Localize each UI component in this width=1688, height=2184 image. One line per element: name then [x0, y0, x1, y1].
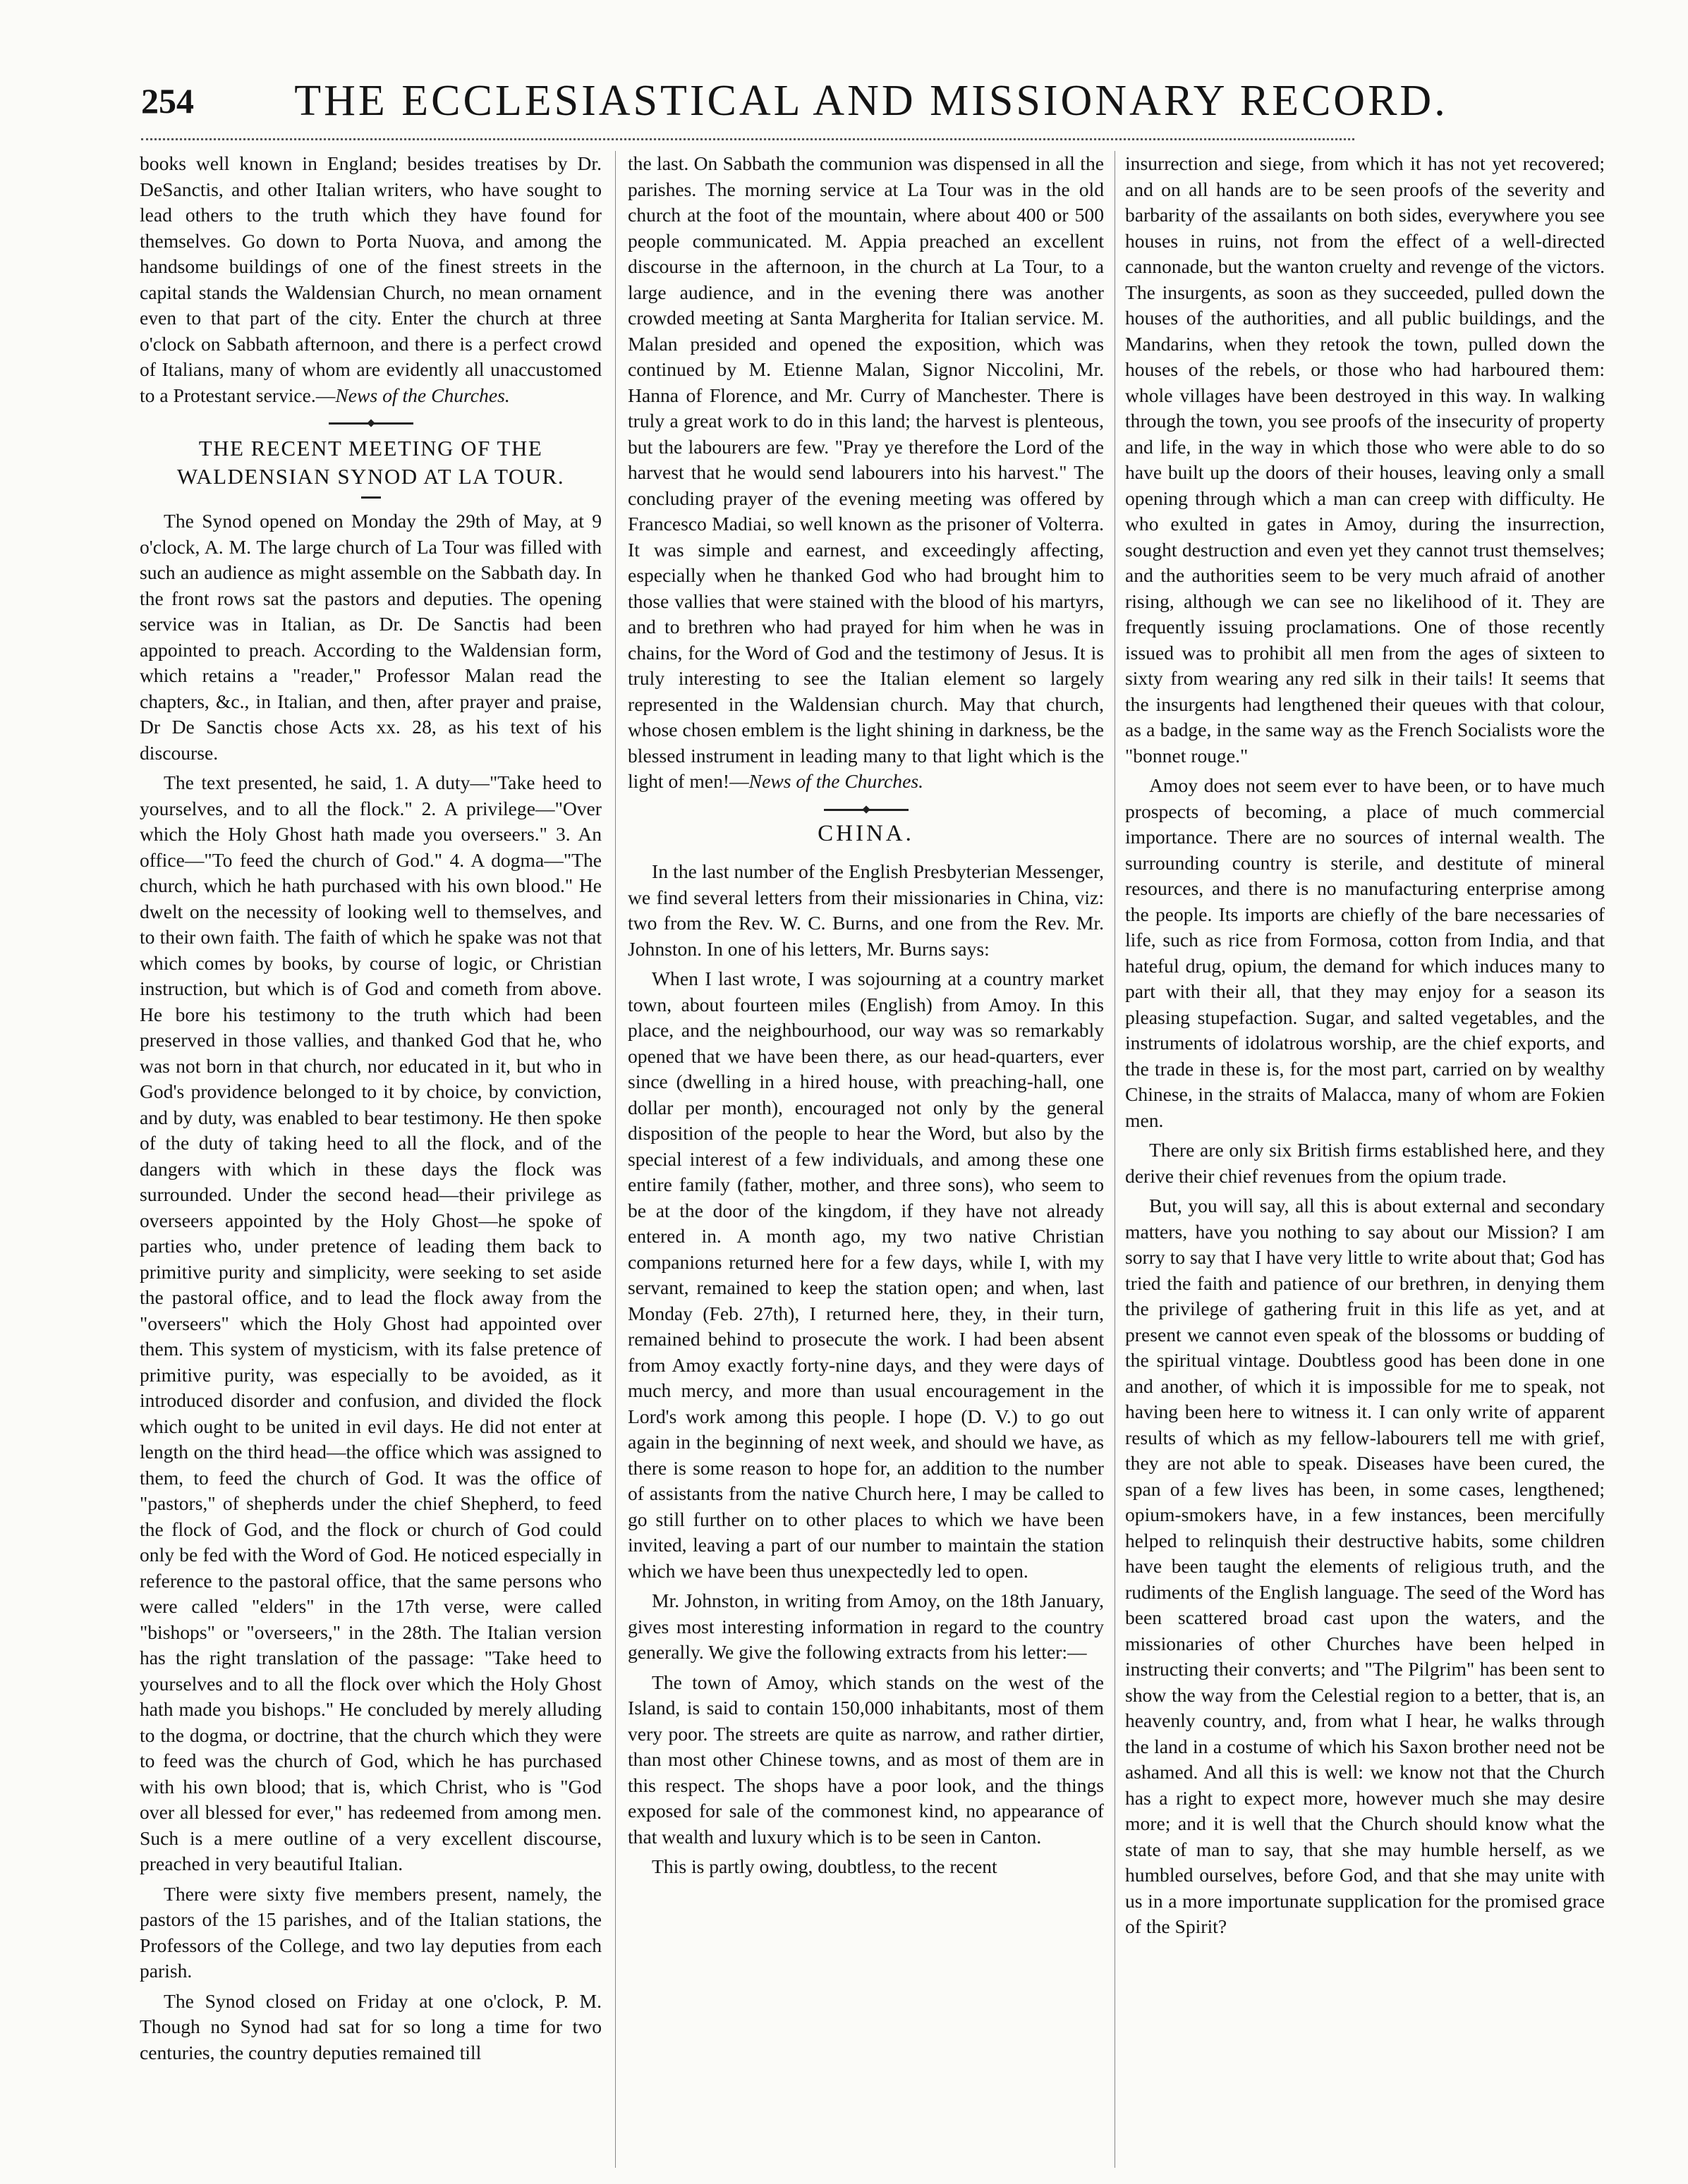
page-number: 254 [141, 81, 194, 121]
paragraph: insurrection and siege, from which it has not yet recovered; and on all hands are to be seen proofs of the severity and barbarity of the assailants on both sides, everywhere you see houses in ruins, not from the effect of a well-directed cannonade, but the wanton cruelty and revenge of the victors. The insurgents, as soon as they succeeded, pulled down the houses of the authorities, and all public buildings, and the Mandarins, when they retook the town, pulled down the houses of the rebels, or those who had harboured them: whole villages have been destroyed in this way. In walking through the town, you see proofs of the insecurity of property and life, in the way in which those who were able to do so have built up the doors of their houses, leaving only a small opening through which a man can creep with difficulty. He who exulted in gates in Amoy, during the insurrection, sought destruction and even yet they cannot trust themselves; and the authorities seem to be very much afraid of another rising, although we can see no likelihood of it. They are frequently issuing proclamations. One of those recently issued was to prohibit all men from the ages of sixteen to sixty from wearing any red silk in their tails! It seems that the insurgents had lengthened their queues with that colour, as a badge, in the same way as the French Socialists wore the "bonnet rouge." [1125, 152, 1605, 767]
paragraph: The text presented, he said, 1. A duty—"Take heed to yourselves, and to all the flock." 2. A privilege—"Over which the Holy Ghost hath made you overseers." 3. An office—"To feed the church of God." 4. A dogma—"The church, which he hath purchased with his own blood." He dwelt on the necessity of looking well to themselves, and to their own faith. The faith of which he spake was not that which comes by books, by course of logic, or Christian instruction, but which is of God and cometh from above. He bore his testimony to the truth which had been preserved in those vallies, and thanked God that he, who was not born in that church, nor educated in it, but who in God's providence belonged to it by choice, by conviction, and by duty, was enabled to bear testimony. He then spoke of the duty of taking heed to all the flock, and of the dangers with which in these days the flock was surrounded. Under the second head—their privilege as overseers appointed by the Holy Ghost—he spoke of parties who, under pretence of leading them back to primitive purity and simplicity, were seeking to set aside the pastoral office, and to lead the flock away from the "overseers" which the Holy Ghost had appointed over them. This system of mysticism, with its false pretence of primitive purity, was especially to be avoided, as it introduced disorder and confusion, and divided the flock which ought to be united in evil days. He did not enter at length on the third head—the office which was assigned to them, to feed the church of God. It was the office of "pastors," of shepherds under the chief Shepherd, to feed the flock of God, and the flock or church of God could only be fed with the Word of God. He noticed especially in reference to the pastoral office, that the same persons who were called "elders" in the 17th verse, were called "bishops" or "overseers," in the 28th. The Italian version has the right translation of the passage: "Take heed to yourselves and to all the flock over which the Holy Ghost hath made you bishops." He concluded by merely alluding to the dogma, or doctrine, that the church which they were to feed was the church of God, which he has purchased with his own blood; that is, which Christ, who is "God over all blessed for ever," has redeemed from among men. Such is a mere outline of a very excellent discourse, preached in very beautiful Italian. [140, 771, 602, 1874]
column-divider [615, 151, 616, 2168]
paragraph [628, 151, 1104, 795]
column-1 [140, 151, 602, 2070]
header-rule [141, 138, 1354, 140]
paragraph: This is partly owing, doubtless, to the recent [652, 1855, 997, 1877]
paragraph: In the last number of the English Presbyterian Messenger, we find several letters from their missionaries in China, viz: two from the Rev. W. C. Burns, and one from the Rev. Mr. Johnston. In one of his letters, Mr. Burns says: [628, 860, 1104, 960]
paragraph: When I last wrote, I was sojourning at a country market town, about fourteen miles (English) from Amoy. In this place, and the neighbourhood, our way was so remarkably opened that we have been there, as our head-quarters, ever since (dwelling in a hired house, with preaching-hall, one dollar per month), encouraged not only by the general disposition of the people to hear the Word, but also by the special interest of a few individuals, and among these one entire family (father, mother, and three sons), who seem to be at the door of the kingdom, if they have not already entered in. A month ago, my two native Christian companions returned here for a few days, while I, with my servant, remained to keep the station open; and when, last Monday (Feb. 27th), I returned here, they, in their turn, remained behind to prosecute the work. I had been absent from Amoy exactly forty-nine days, and they were days of much mercy, and more than usual encouragement in the Lord's work among this people. I hope (D. V.) to go out again in the beginning of next week, and should we have, as there is some reason to hope for, an addition to the number of assistants from the native Church here, I may be called to go still further on to other places to which we have been invited, leaving a part of our number to maintain the station which we have been thus unexpectedly led to open. [628, 968, 1104, 1582]
paragraph: Amoy does not seem ever to have been, or to have much prospects of becoming, a place of much commercial importance. There are no sources of internal wealth. The surrounding country is sterile, and destitute of mineral resources, and there is no manufacturing enterprise among the people. Its imports are chiefly of the bare necessaries of life, such as rice from Formosa, cotton from India, and that hateful drug, opium, the demand for which induces many to part with their all, that they may enjoy for a season its pleasing stupefaction. Sugar, and salted vegetables, and the instruments of idolatrous worship, are the chief exports, and the trade in these is, for the most part, carried on by wealthy Chinese, in the straits of Malacca, many of whom are Fokien men. [1125, 774, 1605, 1131]
journal-title: THE ECCLESIASTICAL AND MISSIONARY RECORD. [294, 77, 1448, 125]
paragraph: The town of Amoy, which stands on the west of the Island, is said to contain 150,000 inhabitants, most of them very poor. The streets are quite as narrow, and rather dirtier, than most other Chinese towns, and as most of them are in this respect. The shops have a poor look, and the things exposed for sale of the commonest kind, no appearance of that wealth and luxury which is to be seen in Canton. [628, 1671, 1104, 1848]
source-citation: News of the Churches. [748, 770, 923, 792]
running-head [141, 76, 1601, 133]
paragraph-text: the last. On Sabbath the communion was dispensed in all the parishes. The morning service at La Tour was in the old church at the foot of the mountain, where about 400 or 500 people communicated. M. Appia preached an excellent discourse in the afternoon, in the church at La Tour, to a large audience, and in the evening there was another crowded meeting at Santa Margherita for Italian service. M. Malan presided and opened the exposition, which was continued by M. Etienne Malan, Signor Niccolini, Mr. Hanna of Florence, and Mr. Curry of Manchester. There is truly a great work to do in this land; the harvest is plenteous, but the labourers are few. "Pray ye therefore the Lord of the harvest that he would send labourers into his harvest." The concluding prayer of the evening meeting was offered by Francesco Madiai, so well known as the prisoner of Volterra. It was simple and earnest, and exceedingly affecting, especially when he thanked God who had brought him to those vallies that were stained with the blood of his martyrs, and to brethren who had prayed for him when he was in chains, for the Word of God and the testimony of Jesus. It is truly interesting to see the Italian element so largely represented in the Waldensian church. May that church, whose chosen emblem is the light shining in darkness, be the blessed instrument in leading many to that light which is the light of men!— [628, 152, 1104, 792]
source-citation: News of the Churches. [335, 384, 510, 406]
paragraph [140, 151, 602, 408]
paragraph: There were sixty five members present, namely, the pastors of the 15 parishes, and of the Italian stations, the Professors of the College, and two lay deputies from each parish. [140, 1882, 602, 1982]
section-ornament [329, 422, 413, 425]
title-dash [361, 496, 381, 499]
section-title: THE RECENT MEETING OF THE WALDENSIAN SYNOD AT LA TOUR. [176, 436, 565, 489]
paragraph: But, you will say, all this is about external and secondary matters, have you nothing to say about our Mission? I am sorry to say that I have very little to write about that; God has tried the faith and patience of our brethren, in denying them the privilege of gathering fruit in this life as yet, and at present we cannot even speak of the blossoms or budding of the spiritual vintage. Doubtless good has been done in one and another, of which it is impossible for me to speak, not having been here to witness it. I can only write of apparent results of which as my fellow-labourers tell me with grief, they are not able to speak. Diseases have been cured, the span of a few lives has been, in some cases, lengthened; opium-smokers have, in a few instances, been mercifully helped to relinquish their destructive habits, some children have been taught the elements of religious truth, and the rudiments of the English language. The seed of the Word has been scattered broad cast upon the waters, and the missionaries of other Churches have been helped in instructing their converts; and "The Pilgrim" has been sent to show the way from the Celestial region to a better, that is, an heavenly country, and, from what I hear, he walks through the land in a costume of which his Saxon brother need not be ashamed. And all this is well: we know not that the Church has a right to expect more, however much she may desire more; and it is well that the Church should know what the state of man to say, that she may humble herself, as we humbled ourselves, before God, and that she may unite with us in a more importunate supplication for the promised grace of the Spirit? [1125, 1195, 1605, 1937]
paragraph: The Synod opened on Monday the 29th of May, at 9 o'clock, A. M. The large church of La Tour was filled with such an audience as might assemble on the Sabbath day. In the front rows sat the pastors and deputies. The opening service was in Italian, as Dr. De Sanctis had been appointed to preach. According to the Waldensian form, which retains a "reader," Professor Malan read the chapters, &c., in Italian, and then, after prayer and praise, Dr De Sanctis chose Acts xx. 28, as his text of his discourse. [140, 510, 602, 764]
paragraph-text: books well known in England; besides treatises by Dr. DeSanctis, and other Italian writers, who have sought to lead others to the truth which they have found for themselves. Go down to Porta Nuova, and among the handsome buildings of one of the finest streets in the capital stands the Waldensian Church, no mean ornament even to that part of the city. Enter the church at three o'clock on Sabbath afternoon, and there is a perfect crowd of Italians, many of whom are evidently all unaccustomed to a Protestant service.— [140, 152, 602, 406]
paragraph: Mr. Johnston, in writing from Amoy, on the 18th January, gives most interesting information in regard to the country generally. We give the following extracts from his letter:— [628, 1590, 1104, 1663]
column-3 [1125, 151, 1605, 1944]
section-ornament [824, 809, 909, 811]
section-title: CHINA. [818, 820, 914, 846]
column-2 [628, 151, 1104, 1884]
paragraph: The Synod closed on Friday at one o'clock, P. M. Though no Synod had sat for so long a time for two centuries, the country deputies remained till [140, 1989, 602, 2063]
paragraph: There are only six British firms established here, and they derive their chief revenues from the opium trade. [1125, 1139, 1605, 1187]
